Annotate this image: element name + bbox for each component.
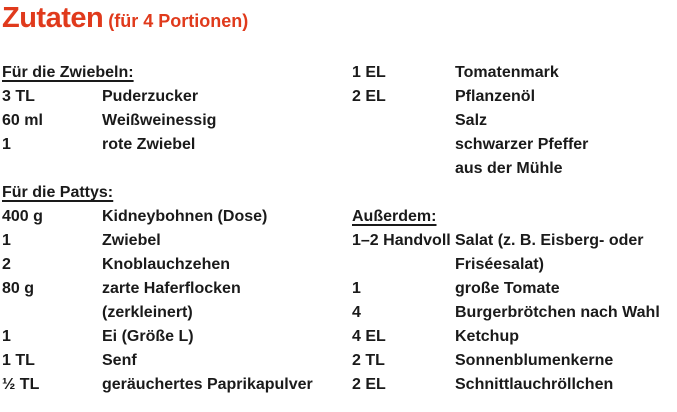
ingredient-name: Salz — [455, 112, 488, 129]
ingredient-name: schwarzer Pfeffer — [455, 136, 589, 153]
ingredient-amount: 4 — [352, 304, 361, 321]
ingredient-name: Burgerbrötchen nach Wahl — [455, 304, 660, 321]
ingredient-name: Sonnenblumenkerne — [455, 352, 614, 369]
ingredient-row — [2, 85, 352, 109]
ingredient-amount — [352, 133, 455, 157]
page-title-portions: (für 4 Portionen) — [108, 11, 249, 31]
ingredient-row — [352, 325, 675, 349]
ingredient-name: Schnittlauchröllchen — [455, 376, 614, 393]
section-heading-row — [352, 205, 675, 229]
ingredient-name: zarte Haferflocken — [102, 280, 241, 297]
ingredient-name: rote Zwiebel — [102, 136, 196, 153]
ingredient-row — [2, 133, 352, 157]
ingredient-name: Puderzucker — [102, 88, 199, 105]
ingredient-row — [2, 301, 352, 325]
ingredient-row — [2, 205, 352, 229]
ingredient-row — [352, 133, 675, 157]
ingredient-row — [352, 157, 675, 181]
ingredient-amount: 1 — [352, 280, 361, 297]
ingredient-amount: 3 TL — [2, 88, 35, 105]
section-heading-row — [2, 61, 352, 85]
ingredient-amount: 4 EL — [352, 328, 386, 345]
ingredient-amount — [2, 301, 102, 325]
ingredient-name: Friséesalat) — [455, 256, 544, 273]
ingredient-row — [352, 349, 675, 373]
page-title-main: Zutaten — [2, 2, 104, 34]
ingredient-name: Pflanzenöl — [455, 88, 536, 105]
section-heading: Für die Pattys: — [2, 184, 114, 201]
ingredient-amount — [352, 109, 455, 133]
ingredient-name: Salat (z. B. Eisberg- oder — [455, 232, 644, 249]
ingredient-row — [352, 253, 675, 277]
ingredient-amount — [352, 253, 455, 277]
ingredient-amount: 2 — [2, 256, 11, 273]
ingredient-amount: 1 TL — [2, 352, 35, 369]
ingredient-amount: 1–2 Handvoll — [352, 232, 451, 249]
ingredient-row — [2, 325, 352, 349]
ingredient-amount — [352, 157, 455, 181]
ingredient-row — [2, 253, 352, 277]
ingredient-name: Weißweinessig — [102, 112, 217, 129]
ingredient-amount: 1 — [2, 232, 11, 249]
ingredient-name: Kidneybohnen (Dose) — [102, 208, 268, 225]
ingredient-name: Knoblauchzehen — [102, 256, 231, 273]
ingredient-row — [352, 61, 675, 85]
ingredient-amount: 2 TL — [352, 352, 385, 369]
section-heading: Außerdem: — [352, 208, 437, 225]
section-heading: Für die Zwiebeln: — [2, 64, 134, 81]
ingredient-row — [2, 277, 352, 301]
ingredient-amount: 80 g — [2, 280, 35, 297]
ingredient-row — [352, 301, 675, 325]
spacer-row — [2, 157, 352, 181]
ingredient-name: Ketchup — [455, 328, 519, 345]
ingredient-name: Senf — [102, 352, 137, 369]
spacer-row — [352, 181, 675, 205]
ingredient-row — [352, 277, 675, 301]
ingredient-row — [352, 109, 675, 133]
ingredient-row — [2, 109, 352, 133]
ingredients-columns — [2, 61, 675, 397]
ingredient-name: große Tomate — [455, 280, 560, 297]
ingredient-row — [352, 373, 675, 397]
section-heading-row — [2, 181, 352, 205]
ingredient-amount: 2 EL — [352, 88, 386, 105]
ingredient-name: Ei (Größe L) — [102, 328, 194, 345]
ingredient-amount: 60 ml — [2, 112, 43, 129]
ingredient-name: aus der Mühle — [455, 160, 563, 177]
ingredient-name: (zerkleinert) — [102, 304, 193, 321]
ingredient-amount: 1 — [2, 136, 11, 153]
ingredient-list-left — [2, 61, 352, 397]
ingredient-amount: ½ TL — [2, 376, 40, 393]
ingredient-row — [2, 349, 352, 373]
ingredient-row — [2, 373, 352, 397]
ingredient-amount: 1 EL — [352, 64, 386, 81]
page-title — [2, 2, 248, 35]
ingredient-list-right — [352, 61, 675, 397]
ingredient-row — [2, 229, 352, 253]
ingredient-amount: 2 EL — [352, 376, 386, 393]
ingredient-name: Zwiebel — [102, 232, 161, 249]
ingredient-row — [352, 85, 675, 109]
ingredient-name: geräuchertes Paprikapulver — [102, 376, 313, 393]
ingredient-name: Tomatenmark — [455, 64, 559, 81]
ingredient-row — [352, 229, 675, 253]
ingredient-amount: 1 — [2, 328, 11, 345]
ingredient-amount: 400 g — [2, 208, 43, 225]
